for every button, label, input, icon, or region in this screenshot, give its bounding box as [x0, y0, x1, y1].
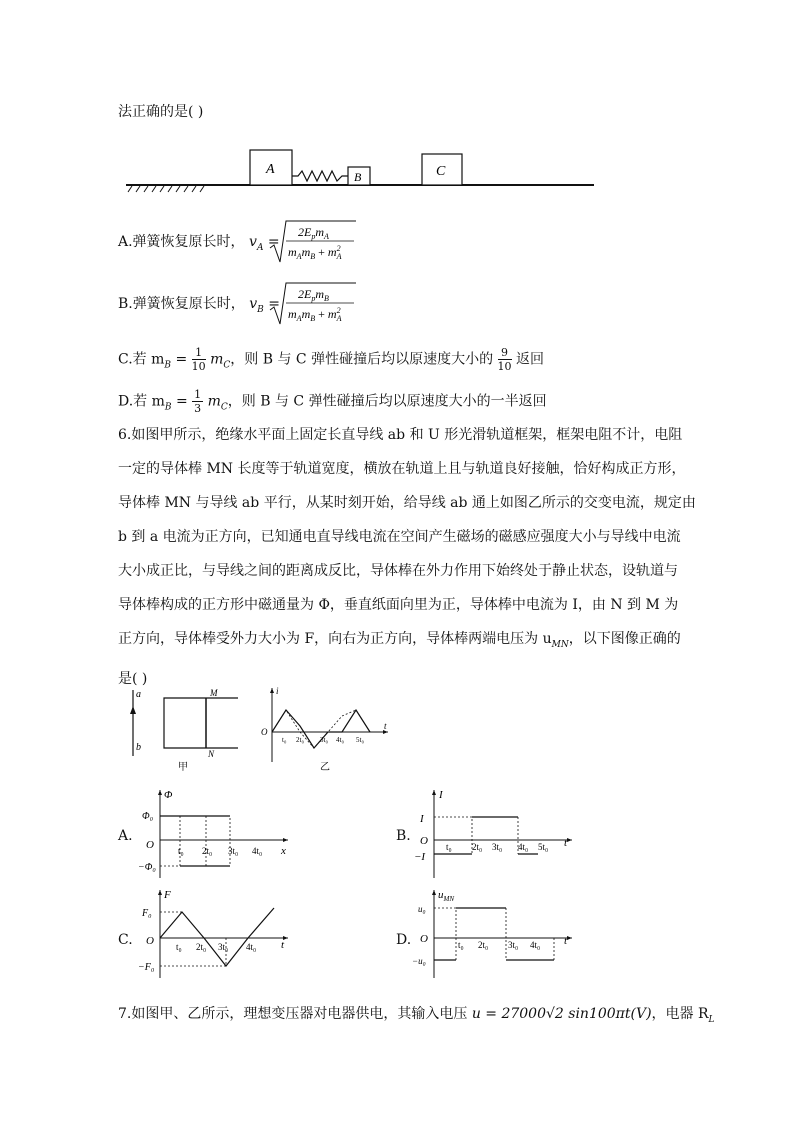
svg-text:3t₀: 3t₀: [228, 846, 239, 856]
svg-text:Φ₀: Φ₀: [142, 811, 154, 822]
graph-c-label: C.: [118, 932, 133, 948]
graph-d: [412, 886, 580, 982]
q6-line-3: 导体棒 MN 与导线 ab 平行，从某时刻开始，给导线 ab 通上如图乙所示的交变电流，规定由: [118, 495, 696, 511]
svg-text:O: O: [261, 727, 268, 737]
option-b-lhs: $v_B$ =: [249, 296, 280, 315]
option-b-formula: [268, 280, 358, 328]
figure-blocks-spring: [126, 146, 596, 196]
svg-text:t₀: t₀: [458, 940, 464, 950]
graph-d-label: D.: [396, 932, 412, 948]
svg-text:O: O: [420, 835, 428, 847]
svg-text:2t₀: 2t₀: [296, 736, 304, 744]
graph-b-label: B.: [396, 828, 411, 844]
svg-text:4t₀: 4t₀: [252, 846, 263, 856]
svg-text:Φ: Φ: [164, 789, 173, 801]
svg-text:2t₀: 2t₀: [478, 940, 489, 950]
option-c-fraction-2: $\frac{9}{10}$: [497, 346, 512, 373]
svg-text:t₀: t₀: [178, 846, 184, 856]
option-d-fraction: $\frac{1}{3}$: [194, 388, 202, 415]
option-b: B.弹簧恢复原长时， $v_B$ =: [118, 296, 280, 315]
svg-text:t: t: [564, 837, 568, 849]
svg-text:4t₀: 4t₀: [518, 842, 529, 852]
svg-text:甲: 甲: [178, 762, 188, 772]
q6-line-6: 导体棒构成的正方形中磁通量为 Φ，垂直纸面向里为正，导体棒中电流为 I，由 N 到 M 为: [118, 597, 679, 613]
svg-text:t₀: t₀: [176, 942, 182, 952]
q6-line-1: 6.如图甲所示，绝缘水平面上固定长直导线 ab 和 U 形光滑轨道框架，框架电阻不计，电阻: [118, 427, 683, 443]
block-c-label: C: [436, 164, 446, 179]
svg-text:3t₀: 3t₀: [492, 842, 503, 852]
block-a-label: A: [266, 162, 275, 177]
svg-text:N: N: [208, 749, 215, 759]
option-a: A.弹簧恢复原长时， $v_A$ =: [118, 234, 280, 253]
svg-text:O: O: [146, 935, 154, 947]
option-d: D.若 $m_B$ = $\frac{1}{3}$ $m_C$，则 B 与 C 弹性碰撞后均以原速度大小的一半返回: [118, 388, 547, 415]
spring: [292, 171, 348, 181]
svg-text:uMN: $u_{MN}$: [438, 889, 454, 903]
svg-text:F: F: [164, 889, 171, 901]
block-b-label: B: [354, 170, 362, 184]
q6-line-7: 正方向，导体棒受外力大小为 F，向右为正方向，导体棒两端电压为 $u_{MN}$，以下图像正确的: [118, 631, 681, 650]
svg-text:2t₀: 2t₀: [196, 942, 207, 952]
figure-jia: [126, 686, 246, 772]
svg-text:mAmB + m2A: $m_Am_B + m^2$ A: [288, 244, 342, 261]
svg-text:4t₀: 4t₀: [246, 942, 257, 952]
q6-line-2: 一定的导体棒 MN 长度等于轨道宽度，横放在轨道上且与轨道良好接触，恰好构成正方形，: [118, 461, 686, 477]
svg-text:4t₀: 4t₀: [336, 736, 344, 744]
svg-text:b: b: [136, 742, 141, 753]
svg-text:3t₀: 3t₀: [508, 940, 519, 950]
svg-text:乙: 乙: [320, 762, 330, 773]
svg-text:−u₀: −u₀: [412, 956, 426, 966]
svg-text:O: O: [420, 933, 428, 945]
svg-text:5t₀: 5t₀: [538, 842, 549, 852]
svg-text:t₀: t₀: [282, 736, 287, 744]
figure-yi: [258, 684, 398, 774]
svg-text:4t₀: 4t₀: [530, 940, 541, 950]
svg-text:2t₀: 2t₀: [202, 846, 213, 856]
svg-text:t: t: [564, 935, 568, 947]
svg-text:a: a: [136, 689, 141, 700]
svg-text:mAmB + m2A: $m_Am_B + m^2$ A: [288, 306, 342, 323]
svg-text:t: t: [281, 939, 285, 951]
option-a-formula: [268, 218, 358, 266]
q7-formula: u = 27000√2 sin100πt(V): [471, 1006, 652, 1022]
svg-text:2EpmA: $2E_pm_A$: [298, 225, 329, 241]
graph-c: [138, 886, 298, 982]
svg-text:−I: −I: [414, 851, 426, 863]
svg-text:2EpmB: $2E_pm_B$: [298, 287, 329, 303]
svg-text:u₀: u₀: [418, 904, 426, 914]
svg-text:M: M: [210, 688, 218, 698]
option-a-lhs: $v_A$ =: [249, 234, 280, 253]
svg-text:i: i: [276, 686, 279, 696]
svg-text:3t₀: 3t₀: [218, 942, 229, 952]
svg-text:−F₀: −F₀: [138, 962, 155, 973]
option-c: C.若 $m_B$ = $\frac{1}{10}$ $m_C$，则 B 与 C 弹性碰撞后均以原速度大小的 $\frac{9}{10}$ 返回: [118, 346, 544, 373]
q6-line-5: 大小成正比，与导线之间的距离成反比，导体棒在外力作用下始终处于静止状态，设轨道与: [118, 563, 678, 579]
svg-text:x: x: [281, 845, 286, 857]
graph-a: [138, 786, 298, 882]
svg-text:t₀: t₀: [446, 842, 452, 852]
svg-text:I: I: [420, 813, 424, 825]
q6-line-4: b 到 a 电流为正方向，已知通电直导线电流在空间产生磁场的磁感应强度大小与导线中电流: [118, 529, 681, 545]
svg-text:−Φ₀: −Φ₀: [138, 862, 156, 873]
graph-b: [412, 786, 580, 882]
option-c-fraction: $\frac{1}{10}$: [191, 346, 206, 373]
svg-text:I: I: [439, 789, 443, 801]
svg-text:t: t: [384, 721, 387, 731]
svg-text:3t₀: 3t₀: [320, 736, 328, 744]
svg-text:2t₀: 2t₀: [472, 842, 483, 852]
graph-a-label: A.: [118, 828, 133, 844]
svg-text:F₀: F₀: [142, 908, 152, 919]
svg-text:5t₀: 5t₀: [356, 736, 364, 744]
question-7: 7.如图甲、乙所示，理想变压器对电器供电，其输入电压 u = 27000√2 sin100πt(V)，电器 $R_L$: [118, 1006, 715, 1025]
svg-text:O: O: [146, 839, 154, 851]
q6-line-8: 是( ): [118, 670, 148, 687]
question-tail: 法正确的是( ): [118, 104, 204, 120]
question-6: [118, 418, 696, 696]
